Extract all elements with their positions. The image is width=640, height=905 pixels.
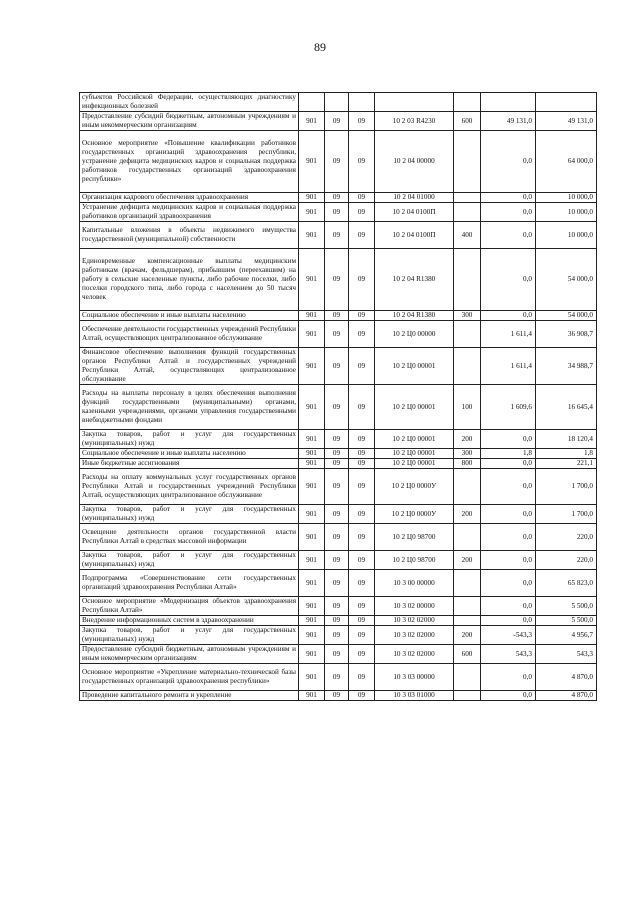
cell-expense-type: 600 [454, 645, 481, 664]
cell-change-amount: 0,0 [481, 505, 536, 524]
cell-name: Предоставление субсидий бюджетным, автономным учреждениям и иным некоммерческим организациям [80, 645, 299, 664]
cell-subsection: 09 [349, 570, 375, 597]
cell-change-amount: 49 131,0 [481, 112, 536, 131]
cell-admin: 901 [299, 193, 325, 203]
cell-total-amount: 54 000,0 [536, 249, 597, 311]
cell-target-article: 10 2 Ц0 98700 [375, 524, 454, 551]
cell-name: Расходы на оплату коммунальных услуг государственных органов Республики Алтай и государственных учреждений Республики Алтай, осуществляющих централизованное обслуживание [80, 469, 299, 505]
cell-total-amount: 1 700,0 [536, 505, 597, 524]
cell-expense-type [454, 664, 481, 691]
cell-total-amount: 5 500,0 [536, 616, 597, 626]
cell-admin: 901 [299, 430, 325, 449]
cell-target-article: 10 3 02 00000 [375, 597, 454, 616]
cell-target-article: 10 2 Ц0 00001 [375, 449, 454, 459]
cell-name: Закупка товаров, работ и услуг для государственных (муниципальных) нужд [80, 505, 299, 524]
cell-section: 09 [325, 626, 349, 645]
cell-expense-type [454, 524, 481, 551]
cell-name: Закупка товаров, работ и услуг для государственных (муниципальных) нужд [80, 551, 299, 570]
table-row [80, 505, 597, 524]
cell-admin: 901 [299, 203, 325, 222]
cell-section: 09 [325, 385, 349, 430]
cell-change-amount [481, 93, 536, 112]
cell-section: 09 [325, 616, 349, 626]
table-row [80, 570, 597, 597]
cell-total-amount: 220,0 [536, 551, 597, 570]
cell-admin: 901 [299, 385, 325, 430]
cell-subsection: 09 [349, 222, 375, 249]
cell-change-amount: 0,0 [481, 131, 536, 193]
cell-target-article [375, 93, 454, 112]
cell-admin: 901 [299, 459, 325, 469]
table-row [80, 203, 597, 222]
cell-total-amount: 34 988,7 [536, 348, 597, 385]
cell-expense-type: 100 [454, 385, 481, 430]
cell-section: 09 [325, 249, 349, 311]
cell-expense-type: 300 [454, 449, 481, 459]
cell-total-amount: 36 908,7 [536, 321, 597, 348]
cell-expense-type [454, 469, 481, 505]
cell-change-amount: 0,0 [481, 222, 536, 249]
cell-section: 09 [325, 321, 349, 348]
cell-admin: 901 [299, 626, 325, 645]
table-row [80, 430, 597, 449]
cell-target-article: 10 2 04 0100П [375, 222, 454, 249]
cell-target-article: 10 2 Ц0 00001 [375, 459, 454, 469]
cell-subsection: 09 [349, 203, 375, 222]
cell-name: Социальное обеспечение и иные выплаты населению [80, 449, 299, 459]
cell-change-amount: 0,0 [481, 664, 536, 691]
cell-target-article: 10 2 Ц0 0000У [375, 469, 454, 505]
cell-subsection: 09 [349, 430, 375, 449]
table-row [80, 321, 597, 348]
cell-name: Предоставление субсидий бюджетным, автономным учреждениям и иным некоммерческим организациям [80, 112, 299, 131]
cell-target-article: 10 3 03 00000 [375, 664, 454, 691]
table-row [80, 664, 597, 691]
table-row [80, 459, 597, 469]
cell-admin: 901 [299, 131, 325, 193]
cell-total-amount: 18 120,4 [536, 430, 597, 449]
cell-name: Проведение капитального ремонта и укрепление [80, 691, 299, 701]
cell-subsection: 09 [349, 449, 375, 459]
cell-section: 09 [325, 469, 349, 505]
cell-expense-type [454, 321, 481, 348]
cell-admin: 901 [299, 691, 325, 701]
cell-total-amount: 543,3 [536, 645, 597, 664]
cell-target-article: 10 3 02 02000 [375, 645, 454, 664]
table-row [80, 597, 597, 616]
cell-change-amount: 0,0 [481, 459, 536, 469]
cell-subsection: 09 [349, 524, 375, 551]
cell-expense-type: 200 [454, 430, 481, 449]
cell-total-amount: 5 500,0 [536, 597, 597, 616]
cell-section: 09 [325, 570, 349, 597]
cell-subsection: 09 [349, 626, 375, 645]
cell-expense-type [454, 249, 481, 311]
cell-subsection: 09 [349, 321, 375, 348]
cell-subsection: 09 [349, 131, 375, 193]
table-row [80, 616, 597, 626]
cell-change-amount: 0,0 [481, 691, 536, 701]
cell-expense-type: 400 [454, 222, 481, 249]
cell-admin: 901 [299, 551, 325, 570]
cell-total-amount: 10 000,0 [536, 203, 597, 222]
cell-name: Иные бюджетные ассигнования [80, 459, 299, 469]
budget-table [79, 92, 597, 701]
cell-subsection: 09 [349, 691, 375, 701]
cell-change-amount: 543,3 [481, 645, 536, 664]
cell-name: Организация кадрового обеспечения здравоохранения [80, 193, 299, 203]
cell-subsection: 09 [349, 469, 375, 505]
cell-change-amount: 1 609,6 [481, 385, 536, 430]
cell-name: Единовременные компенсационные выплаты медицинским работникам (врачам, фельдшерам), прибывшим (переехавшим) на работу в сельские населенные пункты, либо рабочие поселки, либо поселки городского типа, либо города с населением до 50 тысяч человек [80, 249, 299, 311]
page-number: 89 [314, 40, 326, 54]
cell-change-amount: 0,0 [481, 249, 536, 311]
cell-section: 09 [325, 505, 349, 524]
cell-admin: 901 [299, 449, 325, 459]
cell-target-article: 10 2 Ц0 0000У [375, 505, 454, 524]
cell-change-amount: 1 611,4 [481, 348, 536, 385]
table-row [80, 551, 597, 570]
cell-expense-type: 200 [454, 626, 481, 645]
cell-section: 09 [325, 348, 349, 385]
cell-subsection: 09 [349, 385, 375, 430]
cell-section: 09 [325, 430, 349, 449]
table-row [80, 626, 597, 645]
cell-total-amount: 16 645,4 [536, 385, 597, 430]
cell-subsection: 09 [349, 311, 375, 321]
table-row [80, 385, 597, 430]
table-row [80, 311, 597, 321]
cell-admin: 901 [299, 222, 325, 249]
cell-admin: 901 [299, 597, 325, 616]
cell-total-amount: 4 956,7 [536, 626, 597, 645]
table-row [80, 691, 597, 701]
cell-change-amount: 0,0 [481, 311, 536, 321]
cell-total-amount: 54 000,0 [536, 311, 597, 321]
table-row [80, 222, 597, 249]
cell-target-article: 10 2 04 0100П [375, 203, 454, 222]
cell-subsection: 09 [349, 348, 375, 385]
cell-name: Внедрение информационных систем в здравоохранении [80, 616, 299, 626]
cell-change-amount: 0,0 [481, 430, 536, 449]
cell-expense-type: 600 [454, 112, 481, 131]
cell-subsection: 09 [349, 645, 375, 664]
cell-section: 09 [325, 664, 349, 691]
cell-admin: 901 [299, 645, 325, 664]
cell-admin: 901 [299, 249, 325, 311]
cell-admin: 901 [299, 311, 325, 321]
cell-admin: 901 [299, 348, 325, 385]
cell-name: Обеспечение деятельности государственных учреждений Республики Алтай, осуществляющих централизованное обслуживание [80, 321, 299, 348]
cell-total-amount: 10 000,0 [536, 193, 597, 203]
cell-target-article: 10 2 04 00000 [375, 131, 454, 193]
cell-subsection: 09 [349, 597, 375, 616]
cell-section: 09 [325, 311, 349, 321]
table-row [80, 449, 597, 459]
cell-expense-type [454, 193, 481, 203]
cell-expense-type [454, 131, 481, 193]
cell-subsection: 09 [349, 459, 375, 469]
cell-change-amount: 1,8 [481, 449, 536, 459]
cell-expense-type [454, 691, 481, 701]
cell-name: Финансовое обеспечение выполнения функций государственных органов Республики Алтай и государственных учреждений Республики Алтай, осуществляющих централизованное обслуживание [80, 348, 299, 385]
cell-target-article: 10 2 04 R1380 [375, 249, 454, 311]
cell-change-amount: -543,3 [481, 626, 536, 645]
cell-target-article: 10 2 03 R4230 [375, 112, 454, 131]
cell-expense-type [454, 348, 481, 385]
cell-admin: 901 [299, 505, 325, 524]
cell-section: 09 [325, 203, 349, 222]
cell-target-article: 10 2 Ц0 00000 [375, 321, 454, 348]
cell-section: 09 [325, 459, 349, 469]
table-row [80, 193, 597, 203]
cell-name: Капитальные вложения в объекты недвижимого имущества государственной (муниципальной) собственности [80, 222, 299, 249]
cell-total-amount: 1,8 [536, 449, 597, 459]
cell-subsection: 09 [349, 505, 375, 524]
cell-section [325, 93, 349, 112]
cell-expense-type [454, 93, 481, 112]
cell-subsection: 09 [349, 664, 375, 691]
cell-subsection: 09 [349, 193, 375, 203]
cell-target-article: 10 3 02 02000 [375, 626, 454, 645]
cell-name: Расходы на выплаты персоналу в целях обеспечения выполнения функций государственными (муниципальными) органами, казенными учреждениями, органами управления государственными внебюджетными фондами [80, 385, 299, 430]
cell-expense-type [454, 597, 481, 616]
cell-admin: 901 [299, 321, 325, 348]
cell-total-amount: 1 700,0 [536, 469, 597, 505]
cell-change-amount: 0,0 [481, 193, 536, 203]
cell-admin: 901 [299, 469, 325, 505]
cell-name: субъектов Российской Федерации, осуществляющих диагностику инфекционных болезней [80, 93, 299, 112]
cell-section: 09 [325, 597, 349, 616]
cell-admin [299, 93, 325, 112]
cell-change-amount: 0,0 [481, 597, 536, 616]
cell-target-article: 10 2 Ц0 00001 [375, 348, 454, 385]
cell-target-article: 10 2 Ц0 00001 [375, 385, 454, 430]
cell-change-amount: 0,0 [481, 570, 536, 597]
cell-name: Закупка товаров, работ и услуг для государственных (муниципальных) нужд [80, 626, 299, 645]
table-row [80, 131, 597, 193]
table-row [80, 348, 597, 385]
cell-change-amount: 1 611,4 [481, 321, 536, 348]
cell-expense-type [454, 203, 481, 222]
cell-name: Закупка товаров, работ и услуг для государственных (муниципальных) нужд [80, 430, 299, 449]
cell-section: 09 [325, 645, 349, 664]
cell-section: 09 [325, 524, 349, 551]
cell-total-amount: 4 870,0 [536, 691, 597, 701]
cell-subsection: 09 [349, 616, 375, 626]
cell-expense-type: 200 [454, 505, 481, 524]
cell-section: 09 [325, 112, 349, 131]
cell-section: 09 [325, 551, 349, 570]
cell-name: Освещение деятельности органов государственной власти Республики Алтай в средствах массовой информации [80, 524, 299, 551]
table-row [80, 249, 597, 311]
cell-target-article: 10 2 Ц0 00001 [375, 430, 454, 449]
cell-subsection [349, 93, 375, 112]
cell-change-amount: 0,0 [481, 551, 536, 570]
cell-expense-type: 300 [454, 311, 481, 321]
cell-target-article: 10 3 02 02000 [375, 616, 454, 626]
cell-change-amount: 0,0 [481, 616, 536, 626]
cell-subsection: 09 [349, 551, 375, 570]
cell-admin: 901 [299, 664, 325, 691]
table-row [80, 645, 597, 664]
cell-total-amount: 10 000,0 [536, 222, 597, 249]
cell-admin: 901 [299, 616, 325, 626]
cell-total-amount: 221,1 [536, 459, 597, 469]
cell-section: 09 [325, 222, 349, 249]
cell-change-amount: 0,0 [481, 203, 536, 222]
cell-admin: 901 [299, 524, 325, 551]
cell-expense-type: 800 [454, 459, 481, 469]
cell-name: Подпрограмма «Совершенствование сети государственных организаций здравоохранения Республики Алтай» [80, 570, 299, 597]
cell-target-article: 10 2 Ц0 98700 [375, 551, 454, 570]
cell-target-article: 10 2 04 R1380 [375, 311, 454, 321]
cell-total-amount: 64 000,0 [536, 131, 597, 193]
cell-target-article: 10 3 03 01000 [375, 691, 454, 701]
cell-expense-type [454, 570, 481, 597]
cell-expense-type: 200 [454, 551, 481, 570]
cell-target-article: 10 2 04 01000 [375, 193, 454, 203]
cell-change-amount: 0,0 [481, 469, 536, 505]
cell-total-amount: 49 131,0 [536, 112, 597, 131]
cell-total-amount: 220,0 [536, 524, 597, 551]
table-row [80, 469, 597, 505]
cell-name: Основное мероприятие «Повышение квалификации работников государственных организаций здравоохранения республики, устранение дефицита медицинских кадров и социальная поддержка работников государственных организаций здравоохранения республики» [80, 131, 299, 193]
cell-expense-type [454, 616, 481, 626]
cell-change-amount: 0,0 [481, 524, 536, 551]
cell-total-amount: 65 823,0 [536, 570, 597, 597]
cell-section: 09 [325, 449, 349, 459]
cell-name: Социальное обеспечение и иные выплаты населению [80, 311, 299, 321]
cell-subsection: 09 [349, 249, 375, 311]
cell-section: 09 [325, 193, 349, 203]
cell-name: Устранение дефицита медицинских кадров и социальная поддержка работников организаций здравоохранения [80, 203, 299, 222]
table-row [80, 93, 597, 112]
cell-total-amount [536, 93, 597, 112]
cell-subsection: 09 [349, 112, 375, 131]
cell-section: 09 [325, 131, 349, 193]
table-row [80, 524, 597, 551]
cell-total-amount: 4 870,0 [536, 664, 597, 691]
cell-name: Основное мероприятие «Модернизация объектов здравоохранения Республики Алтай» [80, 597, 299, 616]
cell-admin: 901 [299, 570, 325, 597]
cell-section: 09 [325, 691, 349, 701]
cell-name: Основное мероприятие «Укрепление материально-технической базы государственных организаций здравоохранения республики» [80, 664, 299, 691]
table-row [80, 112, 597, 131]
cell-admin: 901 [299, 112, 325, 131]
cell-target-article: 10 3 00 00000 [375, 570, 454, 597]
